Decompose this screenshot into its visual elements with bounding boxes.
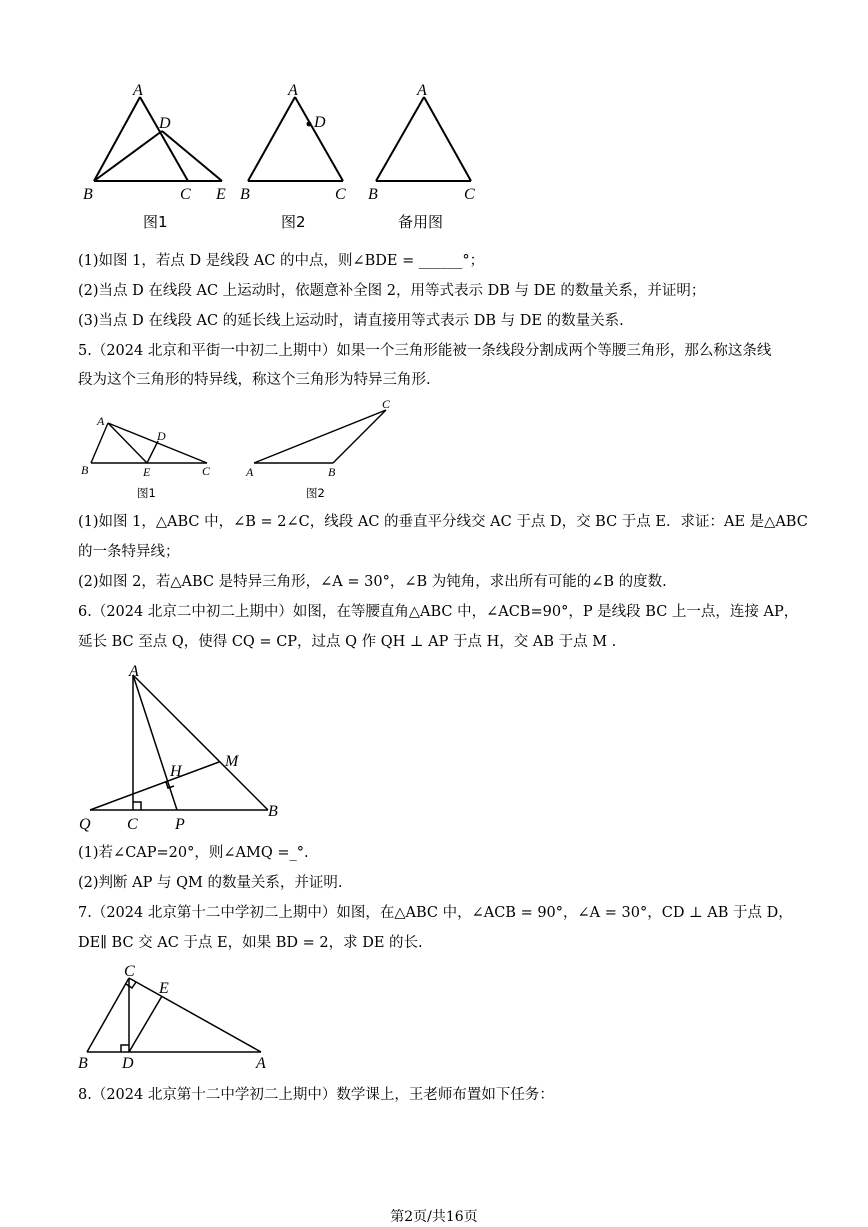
q4-part-2: (2)当点 D 在线段 AC 上运动时，依题意补全图 2，用等式表示 DB 与 DE 的数量关系，并证明；: [78, 283, 706, 299]
q6-label-c: C: [127, 816, 138, 833]
q7-stem-line-2: DE∥ BC 交 AC 于点 E，如果 BD = 2，求 DE 的长.: [78, 935, 423, 951]
q7-right-angle-d: [121, 1045, 129, 1052]
q4-fig2-point-d: [307, 122, 312, 127]
q5-part-2: (2)如图 2，若△ABC 是特异三角形，∠A = 30°，∠B 为钝角，求出所有可能的∠B 的度数.: [78, 574, 667, 590]
q4-fig1-label-c: C: [180, 186, 191, 203]
q6-figure: [0, 660, 868, 835]
q4-fig1-label-b: B: [83, 186, 93, 203]
q7-stem-line-1: 7.（2024 北京第十二中学初二上期中）如图，在△ABC 中，∠ACB = 90°，∠A = 30°，CD ⊥ AB 于点 D，: [78, 905, 793, 921]
q5-fig2-label-b: B: [328, 465, 336, 479]
q4-fig2-label-c: C: [335, 186, 346, 203]
q4-fig2-label-b: B: [240, 186, 250, 203]
q4-fig2-caption: 图2: [281, 213, 306, 231]
q4-fig2-label-d: D: [314, 114, 326, 131]
q5-figures: [0, 395, 868, 505]
q4-part-3: (3)当点 D 在线段 AC 的延长线上运动时，请直接用等式表示 DB 与 DE 的数量关系.: [78, 313, 624, 329]
q5-figure-1: [91, 423, 207, 463]
q7-segment-ca: [129, 978, 261, 1052]
q6-label-h: H: [170, 763, 182, 780]
q7-label-c: C: [124, 963, 135, 980]
q4-fig2-label-a: A: [288, 82, 298, 99]
q5-fig1-caption: 图1: [137, 486, 156, 500]
q6-label-p: P: [175, 816, 185, 833]
q6-part-2: (2)判断 AP 与 QM 的数量关系，并证明.: [78, 875, 343, 891]
q4-figure-2: [248, 97, 343, 181]
q5-stem-line-2: 段为这个三角形的特异线，称这个三角形为特异三角形.: [78, 372, 431, 388]
q7-label-a: A: [256, 1055, 266, 1072]
q4-fig1-label-e: E: [216, 186, 226, 203]
q7-label-d: D: [122, 1055, 134, 1072]
q4-fig3-caption: 备用图: [398, 213, 444, 231]
q7-figure: [0, 960, 868, 1075]
q4-part-1: (1)如图 1，若点 D 是线段 AC 的中点，则∠BDE = ______°；: [78, 253, 485, 269]
q6-right-angle-h: [166, 782, 174, 788]
q6-label-q: Q: [79, 816, 91, 833]
q5-fig1-label-a: A: [97, 414, 105, 428]
q4-figure-1: [94, 97, 222, 181]
q4-figures: [0, 0, 868, 240]
q5-fig1-label-e: E: [143, 465, 151, 479]
q5-fig2-caption: 图2: [306, 486, 325, 500]
q6-stem-line-1: 6.（2024 北京二中初二上期中）如图，在等腰直角△ABC 中，∠ACB=90°，P 是线段 BC 上一点，连接 AP，: [78, 604, 799, 620]
q6-label-b: B: [268, 803, 278, 820]
q6-right-angle-c: [133, 802, 141, 810]
q5-fig2-label-c: C: [382, 397, 391, 411]
q4-fig3-label-b: B: [368, 186, 378, 203]
q8-stem-line-1: 8.（2024 北京第十二中学初二上期中）数学课上，王老师布置如下任务：: [78, 1087, 554, 1103]
q4-figure-3: [376, 97, 471, 181]
q6-part-1: (1)若∠CAP=20°，则∠AMQ =_°.: [78, 845, 309, 861]
q5-part-1-line-1: (1)如图 1，△ABC 中，∠B = 2∠C，线段 AC 的垂直平分线交 AC 于点 D，交 BC 于点 E．求证：AE 是△ABC: [78, 514, 808, 530]
q5-part-1-line-2: 的一条特异线；: [78, 544, 180, 560]
q7-segment-de: [129, 996, 162, 1052]
q5-fig1-label-c: C: [202, 464, 211, 478]
q6-label-m: M: [225, 753, 239, 770]
q4-fig1-label-d: D: [159, 115, 171, 132]
q7-right-angle-c: [126, 982, 136, 988]
q6-stem-line-2: 延长 BC 至点 Q，使得 CQ = CP，过点 Q 作 QH ⊥ AP 于点 H，交 AB 于点 M .: [78, 634, 617, 650]
q5-fig1-label-b: B: [81, 463, 89, 477]
q5-fig1-label-d: D: [157, 429, 166, 443]
q6-label-a: A: [129, 663, 139, 680]
q5-stem-line-1: 5.（2024 北京和平街一中初二上期中）如果一个三角形能被一条线段分割成两个等腰三角形，那么称这条线: [78, 343, 772, 359]
q4-fig1-label-a: A: [133, 82, 143, 99]
q6-segment-ap: [133, 675, 177, 810]
page-footer: 第2页/共16页: [390, 1209, 478, 1225]
q7-label-e: E: [159, 980, 169, 997]
q4-fig3-label-a: A: [417, 82, 427, 99]
q5-fig2-label-a: A: [246, 465, 254, 479]
q5-figure-2: [254, 410, 386, 463]
q4-fig1-caption: 图1: [143, 213, 168, 231]
q7-segment-bc: [87, 978, 129, 1052]
q7-label-b: B: [78, 1055, 88, 1072]
q6-segment-ab: [133, 675, 268, 810]
q4-fig3-label-c: C: [464, 186, 475, 203]
q6-segment-qm: [90, 762, 219, 810]
